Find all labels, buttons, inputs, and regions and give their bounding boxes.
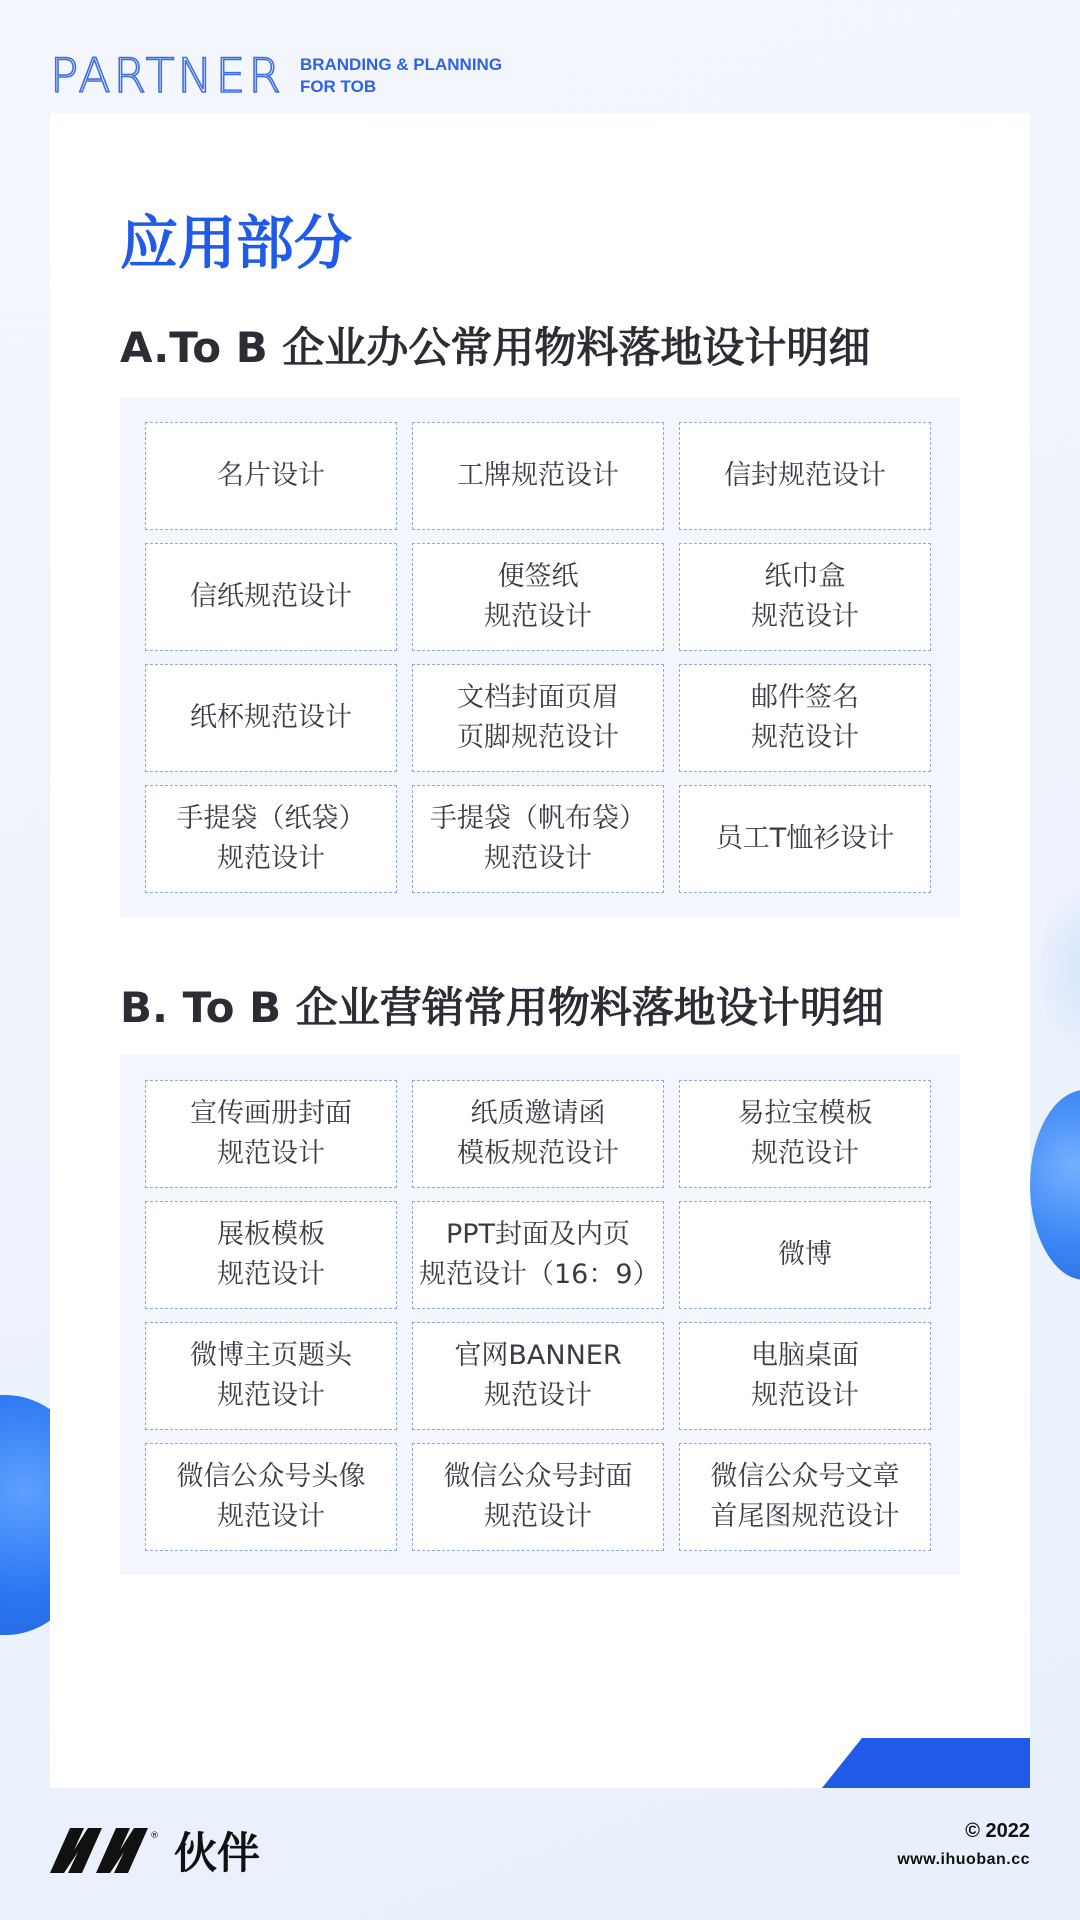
item-cell: 员工T恤衫设计 [679, 785, 931, 893]
item-cell: 工牌规范设计 [412, 422, 664, 530]
item-cell: 手提袋（纸袋） 规范设计 [145, 785, 397, 893]
item-cell: 邮件签名 规范设计 [679, 664, 931, 772]
item-cell: 纸杯规范设计 [145, 664, 397, 772]
partner-wordmark: PARTNER [50, 48, 284, 104]
item-cell: 纸巾盒 规范设计 [679, 543, 931, 651]
section-a-title: A.To B 企业办公常用物料落地设计明细 [120, 323, 871, 372]
header-tagline [300, 54, 502, 98]
section-b-grid [120, 1055, 960, 1575]
page-title: 应用部分 [120, 209, 353, 277]
footer-logo [50, 1820, 260, 1881]
item-cell: 微信公众号文章 首尾图规范设计 [679, 1443, 931, 1551]
background-blob [1040, 860, 1080, 1080]
item-cell: 官网BANNER 规范设计 [412, 1322, 664, 1430]
huoban-logo-icon [50, 1828, 160, 1873]
logo-chinese-name: 伙伴 [174, 1829, 260, 1879]
section-a-grid [120, 397, 960, 917]
item-cell: 文档封面页眉 页脚规范设计 [412, 664, 664, 772]
item-cell: 纸质邀请函 模板规范设计 [412, 1080, 664, 1188]
item-cell: 电脑桌面 规范设计 [679, 1322, 931, 1430]
item-cell: 手提袋（帆布袋） 规范设计 [412, 785, 664, 893]
item-cell: 易拉宝模板 规范设计 [679, 1080, 931, 1188]
item-cell: 宣传画册封面 规范设计 [145, 1080, 397, 1188]
background-blob [1030, 1090, 1080, 1280]
item-cell: 信纸规范设计 [145, 543, 397, 651]
tagline-line2: FOR TOB [299, 77, 377, 96]
item-cell: 展板模板 规范设计 [145, 1201, 397, 1309]
header [50, 48, 503, 104]
item-cell: 微信公众号头像 规范设计 [145, 1443, 397, 1551]
item-cell: 微博 [679, 1201, 931, 1309]
registered-mark: ® [150, 1831, 159, 1841]
tagline-line1: BRANDING & PLANNING [299, 55, 503, 74]
section-b-title: B. To B 企业营销常用物料落地设计明细 [120, 983, 884, 1032]
item-cell: 微信公众号封面 规范设计 [412, 1443, 664, 1551]
copyright: © 2022 [965, 1820, 1030, 1842]
item-cell: 信封规范设计 [679, 422, 931, 530]
item-cell: PPT封面及内页 规范设计（16：9） [412, 1201, 664, 1309]
item-cell: 微博主页题头 规范设计 [145, 1322, 397, 1430]
item-cell: 名片设计 [145, 422, 397, 530]
website-url: www.ihuoban.cc [897, 1851, 1030, 1868]
item-cell: 便签纸 规范设计 [412, 543, 664, 651]
